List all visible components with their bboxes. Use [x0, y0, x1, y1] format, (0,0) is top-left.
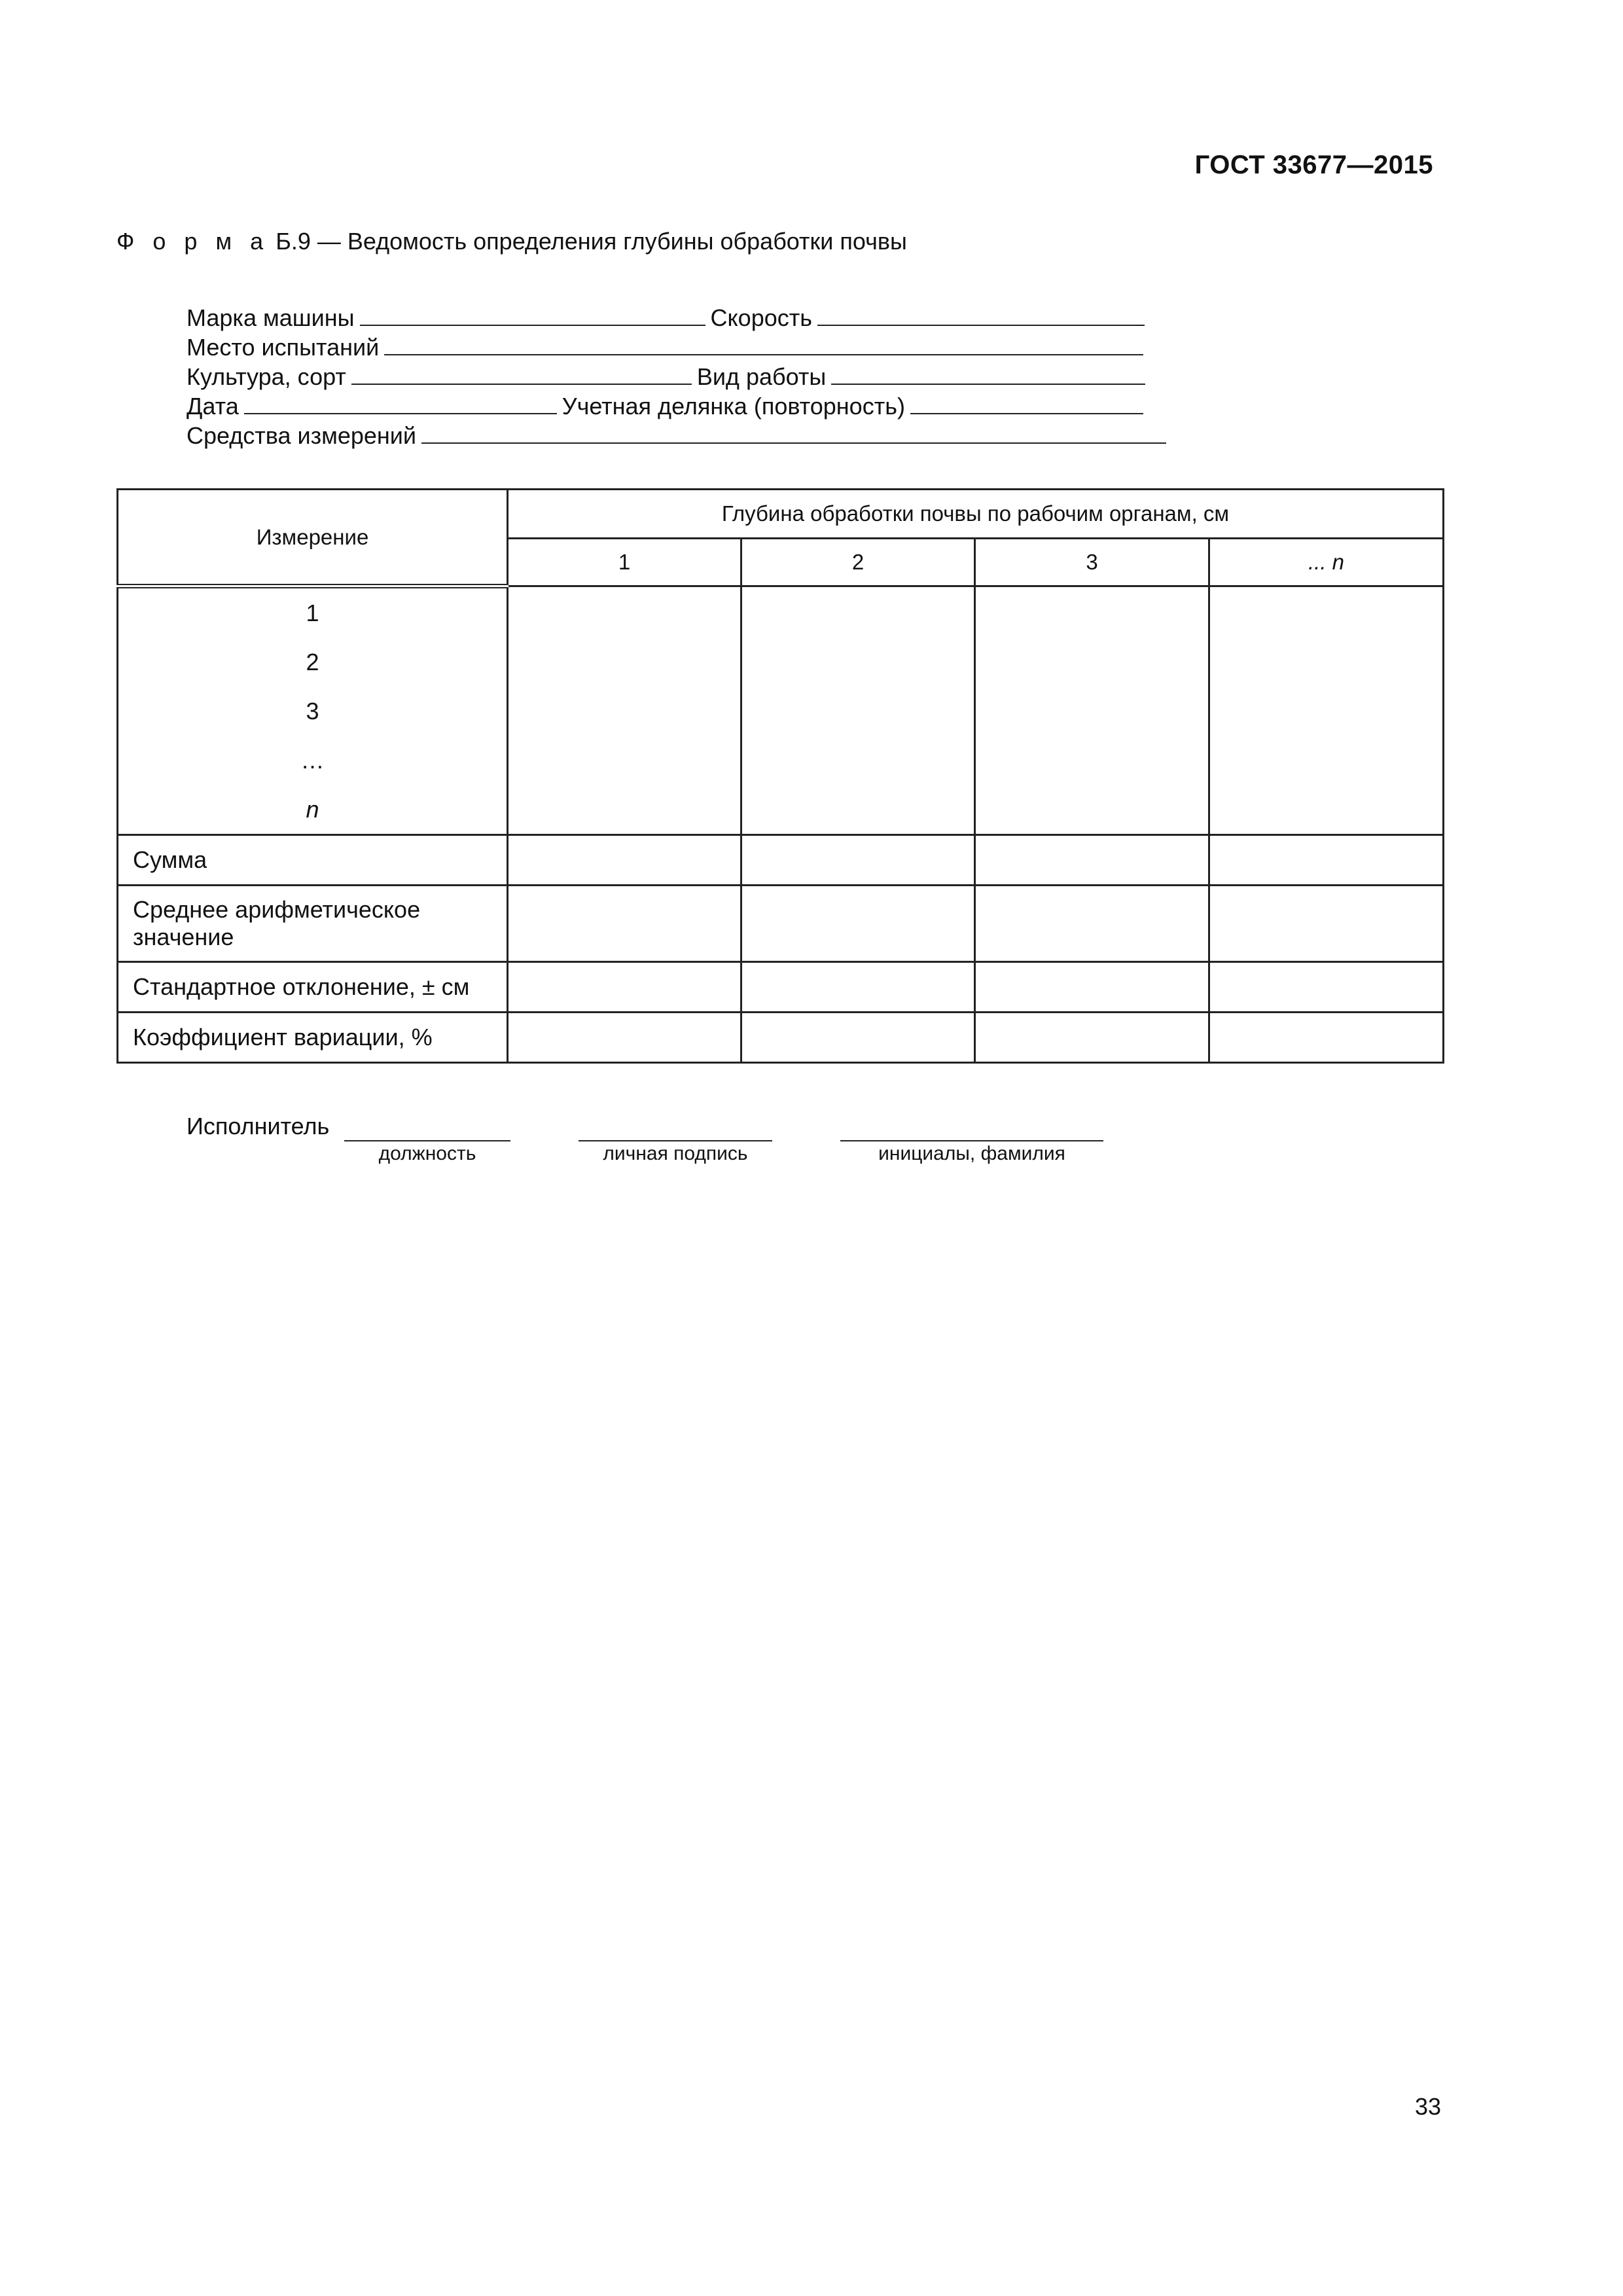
machine-brand-label: Марка машины [187, 304, 355, 331]
date-label: Дата [187, 393, 239, 420]
table-row [118, 586, 1444, 835]
form-title-text: Б.9 — Ведомость определения глубины обработки почвы [276, 228, 907, 255]
table-cell[interactable] [508, 835, 741, 886]
crop-variety-label: Культура, сорт [187, 363, 346, 390]
crop-variety-input-line[interactable] [351, 360, 692, 385]
list-item: 2 [306, 649, 319, 675]
measurement-list [118, 588, 507, 834]
personal-signature-line[interactable] [579, 1140, 772, 1141]
row-label-sum: Сумма [118, 835, 508, 886]
form-title-prefix: Ф о р м а [116, 228, 270, 255]
date-input-line[interactable] [244, 389, 557, 414]
form-title [116, 228, 907, 255]
list-item: 1 [306, 600, 319, 626]
table-cell[interactable] [1209, 586, 1444, 835]
table-cell[interactable] [741, 1013, 975, 1063]
table-cell[interactable] [975, 835, 1209, 886]
column-header: ... n [1209, 539, 1444, 586]
measurement-header: Измерение [118, 490, 508, 586]
table-header-row [118, 490, 1444, 539]
test-site-input-line[interactable] [384, 331, 1143, 355]
column-header: 2 [741, 539, 975, 586]
executor-label: Исполнитель [187, 1113, 330, 1139]
column-header: 3 [975, 539, 1209, 586]
work-type-input-line[interactable] [831, 360, 1145, 385]
field-row-2 [187, 331, 1149, 362]
column-header: 1 [508, 539, 741, 586]
table-cell[interactable] [1209, 886, 1444, 962]
plot-label: Учетная делянка (повторность) [562, 393, 905, 420]
table-cell[interactable] [975, 886, 1209, 962]
table-cell[interactable] [508, 1013, 741, 1063]
table-row [118, 1013, 1444, 1063]
table-cell[interactable] [741, 835, 975, 886]
table-row [118, 835, 1444, 886]
speed-input-line[interactable] [817, 301, 1145, 326]
table-cell[interactable] [508, 962, 741, 1013]
list-item: n [306, 796, 319, 823]
instruments-input-line[interactable] [421, 419, 1166, 444]
field-row-4 [187, 389, 1149, 421]
position-signature-line[interactable] [344, 1140, 510, 1141]
position-caption: должность [378, 1143, 476, 1164]
measurement-list-cell [118, 586, 508, 835]
table-cell[interactable] [975, 586, 1209, 835]
name-signature-line[interactable] [840, 1140, 1103, 1141]
test-site-label: Место испытаний [187, 334, 380, 361]
field-row-1 [187, 301, 1150, 332]
row-label-cv: Коэффициент вариации, % [118, 1013, 508, 1063]
table-row [118, 886, 1444, 962]
table-cell[interactable] [1209, 835, 1444, 886]
speed-label: Скорость [710, 304, 812, 331]
field-row-3 [187, 360, 1150, 391]
depth-table [116, 488, 1444, 1064]
list-item: 3 [306, 698, 319, 725]
row-label-std: Стандартное отклонение, ± см [118, 962, 508, 1013]
machine-brand-input-line[interactable] [360, 301, 705, 326]
plot-input-line[interactable] [910, 389, 1143, 414]
list-item: … [300, 747, 325, 774]
name-caption: инициалы, фамилия [878, 1143, 1065, 1164]
row-label-mean: Среднее арифметическое значение [118, 886, 508, 962]
personal-signature-caption: личная подпись [603, 1143, 748, 1164]
work-type-label: Вид работы [696, 363, 827, 390]
table-cell[interactable] [1209, 962, 1444, 1013]
table-cell[interactable] [741, 962, 975, 1013]
instruments-label: Средства измерений [187, 422, 417, 449]
field-row-5 [187, 419, 1171, 450]
table-cell[interactable] [508, 586, 741, 835]
table-row [118, 962, 1444, 1013]
table-cell[interactable] [741, 586, 975, 835]
page-number: 33 [1414, 2093, 1441, 2120]
table-cell[interactable] [508, 886, 741, 962]
document-code: ГОСТ 33677—2015 [1194, 151, 1433, 179]
table-cell[interactable] [975, 962, 1209, 1013]
depth-group-header: Глубина обработки почвы по рабочим органам, см [508, 490, 1444, 539]
table-cell[interactable] [975, 1013, 1209, 1063]
table-cell[interactable] [741, 886, 975, 962]
table-cell[interactable] [1209, 1013, 1444, 1063]
